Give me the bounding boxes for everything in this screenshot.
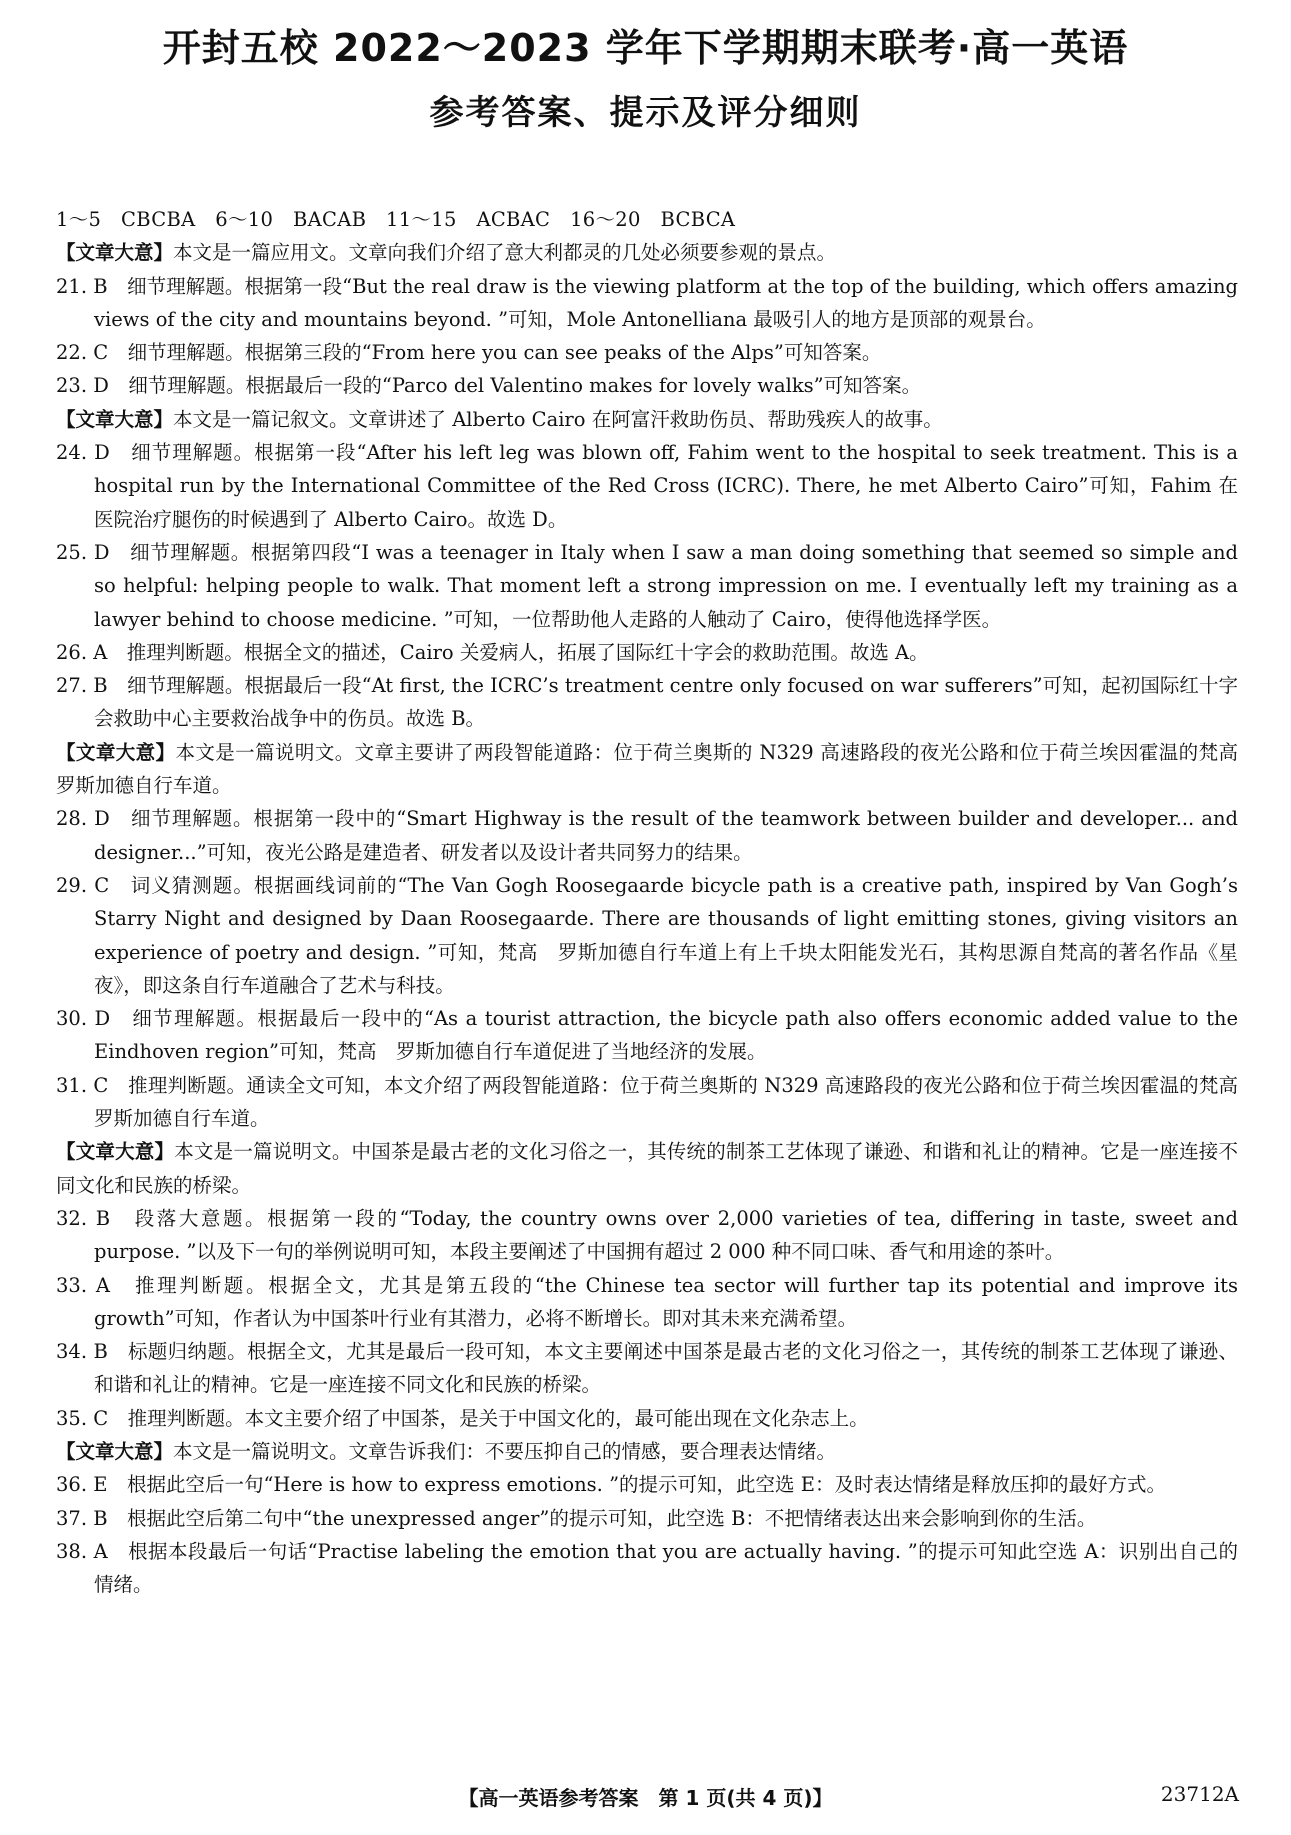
answer-item-31: 31. C 推理判断题。通读全文可知，本文介绍了两段智能道路：位于荷兰奥斯的 N329 高速路段的夜光公路和位于荷兰埃因霍温的梵高 罗斯加德自行车道。 [56,1073,1258,1131]
summary-tag: 【文章大意】 [56,241,174,265]
answer-content [56,203,1258,1601]
answer-item-22: 22. C 细节理解题。根据第三段的“From here you can see peaks of the Alps”可知答案。 [56,341,882,365]
summary-tag: 【文章大意】 [56,407,174,431]
page-footer [0,1782,1291,1814]
summary-tag: 【文章大意】 [56,740,176,764]
answer-item-37: 37. B 根据此空后第二句中“the unexpressed anger”的提示可知，此空选 B：不把情绪表达出来会影响到你的生活。 [56,1506,1097,1530]
page-title: 开封五校 2022～2023 学年下学期期末联考·高一英语 [162,26,1129,70]
section-summary [56,1435,1238,1468]
answer-item-38: 38. A 根据本段最后一句话“Practise labeling the emotion that you are actually having. ”的提示可知此空选 A：识别出自己的情绪。 [56,1539,1238,1597]
objective-answers-line: 1～5 CBCBA 6～10 BACAB 11～15 ACBAC 16～20 BCBCA [56,208,736,231]
summary-text: 本文是一篇说明文。中国茶是最古老的文化习俗之一，其传统的制茶工艺体现了谦逊、和谐和礼让的精神。它是一座连接不同文化和民族的桥梁。 [56,1140,1238,1197]
answer-item-34: 34. B 标题归纳题。根据全文，尤其是最后一段可知，本文主要阐述中国茶是最古老的文化习俗之一，其传统的制茶工艺体现了谦逊、和谐和礼让的精神。它是一座连接不同文化和民族的桥梁。 [56,1340,1238,1397]
answer-item-32: 32. B 段落大意题。根据第一段的“Today, the country owns over 2,000 varieties of tea, differing in taste, sweet and purpose. ”以及下一句的举例说明可知，本段主要阐述了中国拥有超过 2 000 种不同口味、香气和用途的茶叶。 [56,1206,1238,1264]
section-summary [56,403,1238,436]
answer-item-26: 26. A 推理判断题。根据全文的描述，Cairo 关爱病人，拓展了国际红十字会的救助范围。故选 A。 [56,640,929,664]
answer-item-28: 28. D 细节理解题。根据第一段中的“Smart Highway is the result of the teamwork between builder and developer... and designer...”可知，夜光公路是建造者、研发者以及设计者共同努力的结果。 [56,807,1238,864]
answer-item-35: 35. C 推理判断题。本文主要介绍了中国茶，是关于中国文化的，最可能出现在文化杂志上。 [56,1406,869,1430]
summary-text: 本文是一篇记叙文。文章讲述了 Alberto Cairo 在阿富汗救助伤员、帮助残疾人的故事。 [173,407,943,431]
answer-item-29: 29. C 词义猜测题。根据画线词前的“The Van Gogh Roosegaarde bicycle path is a creative path, inspired by Van Gogh’s Starry Night and designed by Daan Roosegaarde. There are thousands of light emitting stones, giving visitors an experience of poetry and design. ”可知，梵高 罗斯加德自行车道上有上千块太阳能发光石，其构思源自梵高的著名作品《星夜》，即这条自行车道融合了艺术与科技。 [56,873,1238,997]
summary-text: 本文是一篇应用文。文章向我们介绍了意大利都灵的几处必须要参观的景点。 [173,241,837,265]
document-code: 23712A [1160,1782,1239,1806]
answer-item-24: 24. D 细节理解题。根据第一段“After his left leg was blown off, Fahim went to the hospital to seek treatment. This is a hospital run by the International Committee of the Red Cross (ICRC). There, he met Alberto Cairo”可知，Fahim 在医院治疗腿伤的时候遇到了 Alberto Cairo。故选 D。 [56,441,1238,531]
answer-item-27: 27. B 细节理解题。根据最后一段“At first, the ICRC’s treatment centre only focused on war sufferers”可知，起初国际红十字会救助中心主要救治战争中的伤员。故选 B。 [56,674,1238,731]
summary-text: 本文是一篇说明文。文章主要讲了两段智能道路：位于荷兰奥斯的 N329 高速路段的夜光公路和位于荷兰埃因霍温的梵高 罗斯加德自行车道。 [56,740,1258,798]
summary-tag: 【文章大意】 [56,1140,175,1164]
section-summary [56,736,1258,803]
summary-text: 本文是一篇说明文。文章告诉我们：不要压抑自己的情感，要合理表达情绪。 [173,1439,837,1463]
section-summary [56,1135,1238,1202]
answer-item-23: 23. D 细节理解题。根据最后一段的“Parco del Valentino makes for lovely walks”可知答案。 [56,374,922,398]
answer-item-36: 36. E 根据此空后一句“Here is how to express emotions. ”的提示可知，此空选 E：及时表达情绪是释放压抑的最好方式。 [56,1473,1166,1497]
answer-item-30: 30. D 细节理解题。根据最后一段中的“As a tourist attraction, the bicycle path also offers economic added value to the Eindhoven region”可知，梵高 罗斯加德自行车道促进了当地经济的发展。 [56,1007,1238,1064]
summary-tag: 【文章大意】 [56,1439,174,1463]
answer-item-21: 21. B 细节理解题。根据第一段“But the real draw is the viewing platform at the top of the building, which offers amazing views of the city and mountains beyond. ”可知，Mole Antonelliana 最吸引人的地方是顶部的观景台。 [56,274,1238,331]
answer-item-33: 33. A 推理判断题。根据全文，尤其是第五段的“the Chinese tea sector will further tap its potential and improve its growth”可知，作者认为中国茶叶行业有其潜力，必将不断增长。即对其未来充满希望。 [56,1273,1238,1330]
section-summary [56,236,1238,269]
page-subtitle: 参考答案、提示及评分细则 [429,93,862,133]
page-number-label: 【高一英语参考答案 第 1 页(共 4 页)】 [458,1786,833,1810]
answer-item-25: 25. D 细节理解题。根据第四段“I was a teenager in Italy when I saw a man doing something that seemed so simple and so helpful: helping people to walk. That moment left a strong impression on me. I eventually left my training as a lawyer behind to choose medicine. ”可知，一位帮助他人走路的人触动了 Cairo，使得他选择学医。 [56,540,1238,631]
